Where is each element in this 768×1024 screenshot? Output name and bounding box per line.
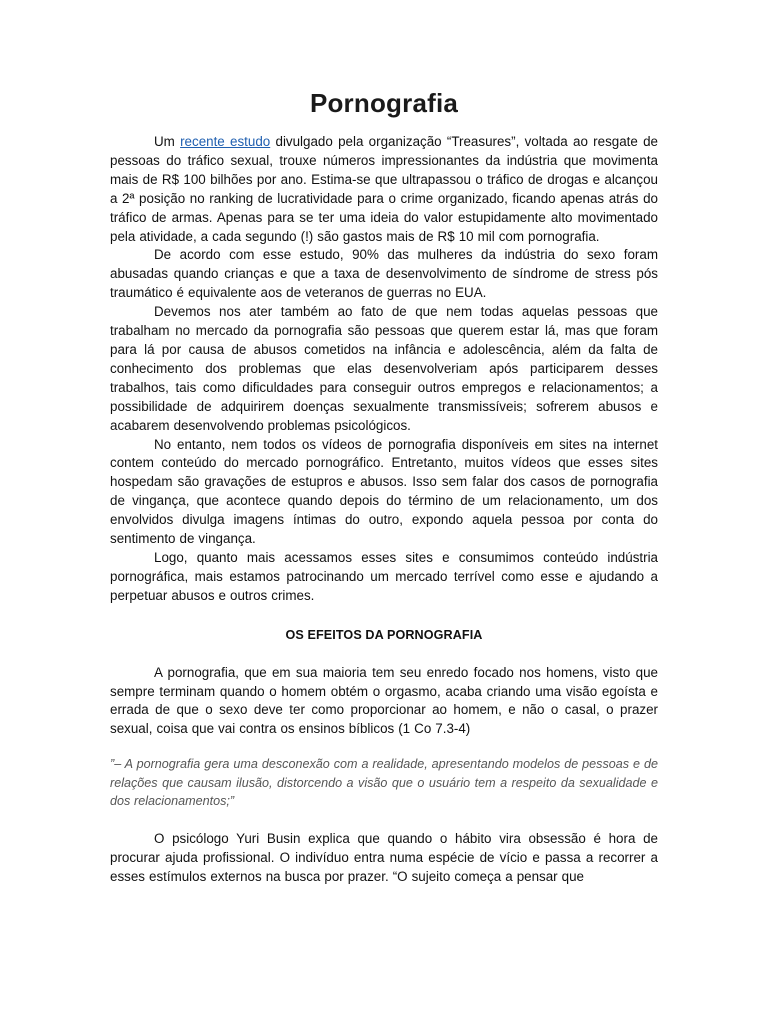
- section-heading: OS EFEITOS DA PORNOGRAFIA: [285, 627, 483, 642]
- paragraph-1: [110, 133, 658, 246]
- paragraph-3: Devemos nos ater também ao fato de que nem todas aquelas pessoas que trabalham no mercado da pornografia são pessoas que querem estar lá, mas que foram para lá por causa de abusos cometidos na infância e adolescência, além da falta de conhecimento dos problemas que elas desenvolveriam após participarem desses trabalhos, tais como dificuldades para conseguir outros empregos e relacionamentos; a possibilidade de adquirirem doenças sexualmente transmissíveis; sofrerem abusos e acabarem desenvolvendo problemas psicológicos.: [110, 304, 658, 433]
- paragraph-2: De acordo com esse estudo, 90% das mulheres da indústria do sexo foram abusadas quando crianças e que a taxa de desenvolvimento de síndrome de stress pós traumático é equivalente aos de veteranos de guerras no EUA.: [110, 247, 658, 301]
- paragraph-5: Logo, quanto mais acessamos esses sites e consumimos conteúdo indústria pornográfica, mais estamos patrocinando um mercado terrível como esse e ajudando a perpetuar abusos e outros crimes.: [110, 549, 658, 603]
- paragraph-7: O psicólogo Yuri Busin explica que quando o hábito vira obsessão é hora de procurar ajuda profissional. O indivíduo entra numa espécie de vício e passa a recorrer a esses estímulos externos na busca por prazer. “O sujeito começa a pensar que: [110, 830, 658, 884]
- study-link[interactable]: recente estudo: [180, 134, 271, 149]
- paragraph-6: A pornografia, que em sua maioria tem seu enredo focado nos homens, visto que sempre terminam quando o homem obtém o orgasmo, acaba criando uma visão egoísta e errada de que o sexo deve ter como proporcionar ao homem, e não o casal, o prazer sexual, coisa que vai contra os ensinos bíblicos (1 Co 7.3-4): [110, 664, 658, 737]
- quote-block: ”– A pornografia gera uma desconexão com a realidade, apresentando modelos de pessoas e de relações que causam ilusão, distorcendo a visão que o usuário tem a respeito da sexualidade e dos relacionamentos;”: [110, 757, 658, 809]
- paragraph-1-text: divulgado pela organização “Treasures”, voltada ao resgate de pessoas do tráfico sexual, trouxe números impressionantes da indústria que movimenta mais de R$ 100 bilhões por ano. Estima-se que ultrapassou o tráfico de drogas e alcançou a 2ª posição no ranking de lucratividade para o crime organizado, ficando apenas atrás do tráfico de armas. Apenas para se ter uma ideia do valor estupidamente alto movimentado pela atividade, a cada segundo (!) são gastos mais de R$ 10 mil com pornografia.: [110, 134, 658, 244]
- document-body: [110, 88, 658, 887]
- paragraph-1-lead: Um: [154, 134, 181, 149]
- document-title: Pornografia: [309, 88, 459, 118]
- paragraph-4: No entanto, nem todos os vídeos de pornografia disponíveis em sites na internet contem conteúdo do mercado pornográfico. Entretanto, muitos vídeos que esses sites hospedam são gravações de estupros e abusos. Isso sem falar dos casos de pornografia de vingança, que acontece quando depois do término de um relacionamento, um dos envolvidos divulga imagens íntimas do outro, expondo aquela pessoa por conta do sentimento de vingança.: [110, 436, 658, 547]
